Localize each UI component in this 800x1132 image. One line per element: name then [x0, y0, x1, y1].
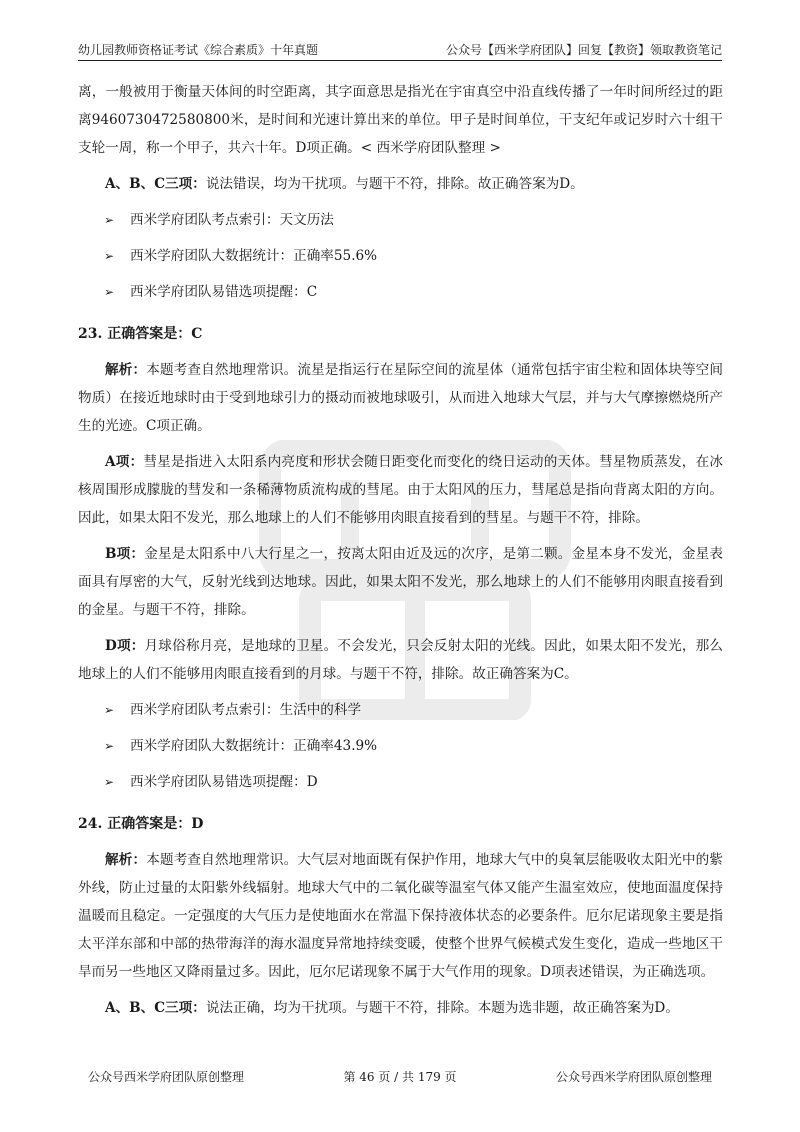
q23-analysis: 解析：本题考查自然地理常识。流星是指运行在星际空间的流星体（通常包括宇宙尘粒和固体块等空间物质）在接近地球时由于受到地球引力的摄动而被地球吸引，从而进入地球大气层，并与大气摩擦燃烧所产生的光迹。C项正确。 — [78, 362, 724, 434]
list-item: ➢ 西米学府团队大数据统计：正确率55.6% — [78, 242, 723, 270]
list-item: ➢ 西米学府团队易错选项提醒：D — [78, 768, 723, 796]
q24-abc-paragraph: A、B、C三项：说法正确，均为干扰项。与题干不符，排除。本题为选非题，故正确答案为D。 — [105, 1000, 679, 1016]
arrow-bullet-icon: ➢ — [104, 703, 115, 717]
page-header — [78, 36, 722, 61]
q23-option-d: D项：月球俗称月亮，是地球的卫星。不会发光，只会反射太阳的光线。因此，如果太阳不发光，那么地球上的人们不能够用肉眼直接看到的月球。与题干不符，排除。故正确答案为C。 — [78, 638, 723, 682]
q24-title: 24. 正确答案是：D — [78, 816, 204, 832]
arrow-bullet-icon: ➢ — [104, 285, 115, 299]
continued-paragraph: 离，一般被用于衡量天体间的时空距离，其字面意思是指光在宇宙真空中沿直线传播了一年时间所经过的距离9460730472580800米，是时间和光速计算出来的单位。甲子是时间单位，干支纪年或记岁时六十组干支轮一周，称一个甲子，共六十年。D项正确。< 西米学府团队整理 > — [78, 84, 723, 156]
q22-abc-paragraph — [78, 170, 723, 198]
q24-analysis: 解析：本题考查自然地理常识。大气层对地面既有保护作用，地球大气中的臭氧层能吸收太阳光中的紫外线，防止过量的太阳紫外线辐射。地球大气中的二氧化碳等温室气体又能产生温室效应，使地面温度保持温暖而且稳定。一定强度的大气压力是使地面水在常温下保持液体状态的必要条件。厄尔尼诺现象主要是指太平洋东部和中部的热带海洋的海水温度异常地持续变暖，使整个世界气候模式发生变化，造成一些地区干旱而另一些地区又降雨量过多。因此，厄尔尼诺现象不属于大气作用的现象。D项表述错误，为正确选项。 — [78, 852, 724, 980]
footer-right: 公众号西米学府团队原创整理 — [555, 1070, 712, 1084]
q23-option-b: B项：金星是太阳系中八大行星之一，按离太阳由近及远的次序，是第二颗。金星本身不发光，金星表面具有厚密的大气，反射光线到达地球。因此，如果太阳不发光，那么地球上的人们不能够用肉眼直接看到的金星。与题干不符，排除。 — [78, 546, 723, 618]
header-right: 公众号【西米学府团队】回复【教资】领取教资笔记 — [445, 43, 722, 57]
arrow-bullet-icon: ➢ — [104, 213, 115, 227]
arrow-bullet-icon: ➢ — [104, 249, 115, 263]
page-footer — [88, 1068, 712, 1085]
list-item: ➢ 西米学府团队考点索引：生活中的科学 — [78, 696, 723, 724]
arrow-bullet-icon: ➢ — [104, 775, 115, 789]
page-content — [78, 78, 723, 1030]
list-item: ➢ 西米学府团队易错选项提醒：C — [78, 278, 723, 306]
list-item: ➢ 西米学府团队考点索引：天文历法 — [78, 206, 723, 234]
arrow-bullet-icon: ➢ — [104, 739, 115, 753]
list-item: ➢ 西米学府团队大数据统计：正确率43.9% — [78, 732, 723, 760]
q23-title: 23. 正确答案是：C — [78, 326, 203, 342]
q23-option-a: A项：彗星是指进入太阳系内亮度和形状会随日距变化而变化的绕日运动的天体。彗星物质蒸发，在冰核周围形成朦胧的彗发和一条稀薄物质流构成的彗尾。由于太阳风的压力，彗尾总是指向背离太阳的方向。因此，如果太阳不发光，那么地球上的人们不能够用肉眼直接看到的彗星。与题干不符，排除。 — [78, 454, 723, 526]
q22-abc-lead: A、B、C三项： — [105, 176, 206, 192]
header-left: 幼儿园教师资格证考试《综合素质》十年真题 — [78, 43, 319, 57]
footer-left: 公众号西米学府团队原创整理 — [88, 1070, 245, 1084]
page-number: 第 46 页 / 共 179 页 — [343, 1070, 457, 1084]
q22-abc-text: 说法错误，均为干扰项。与题干不符，排除。故正确答案为D。 — [205, 176, 584, 192]
